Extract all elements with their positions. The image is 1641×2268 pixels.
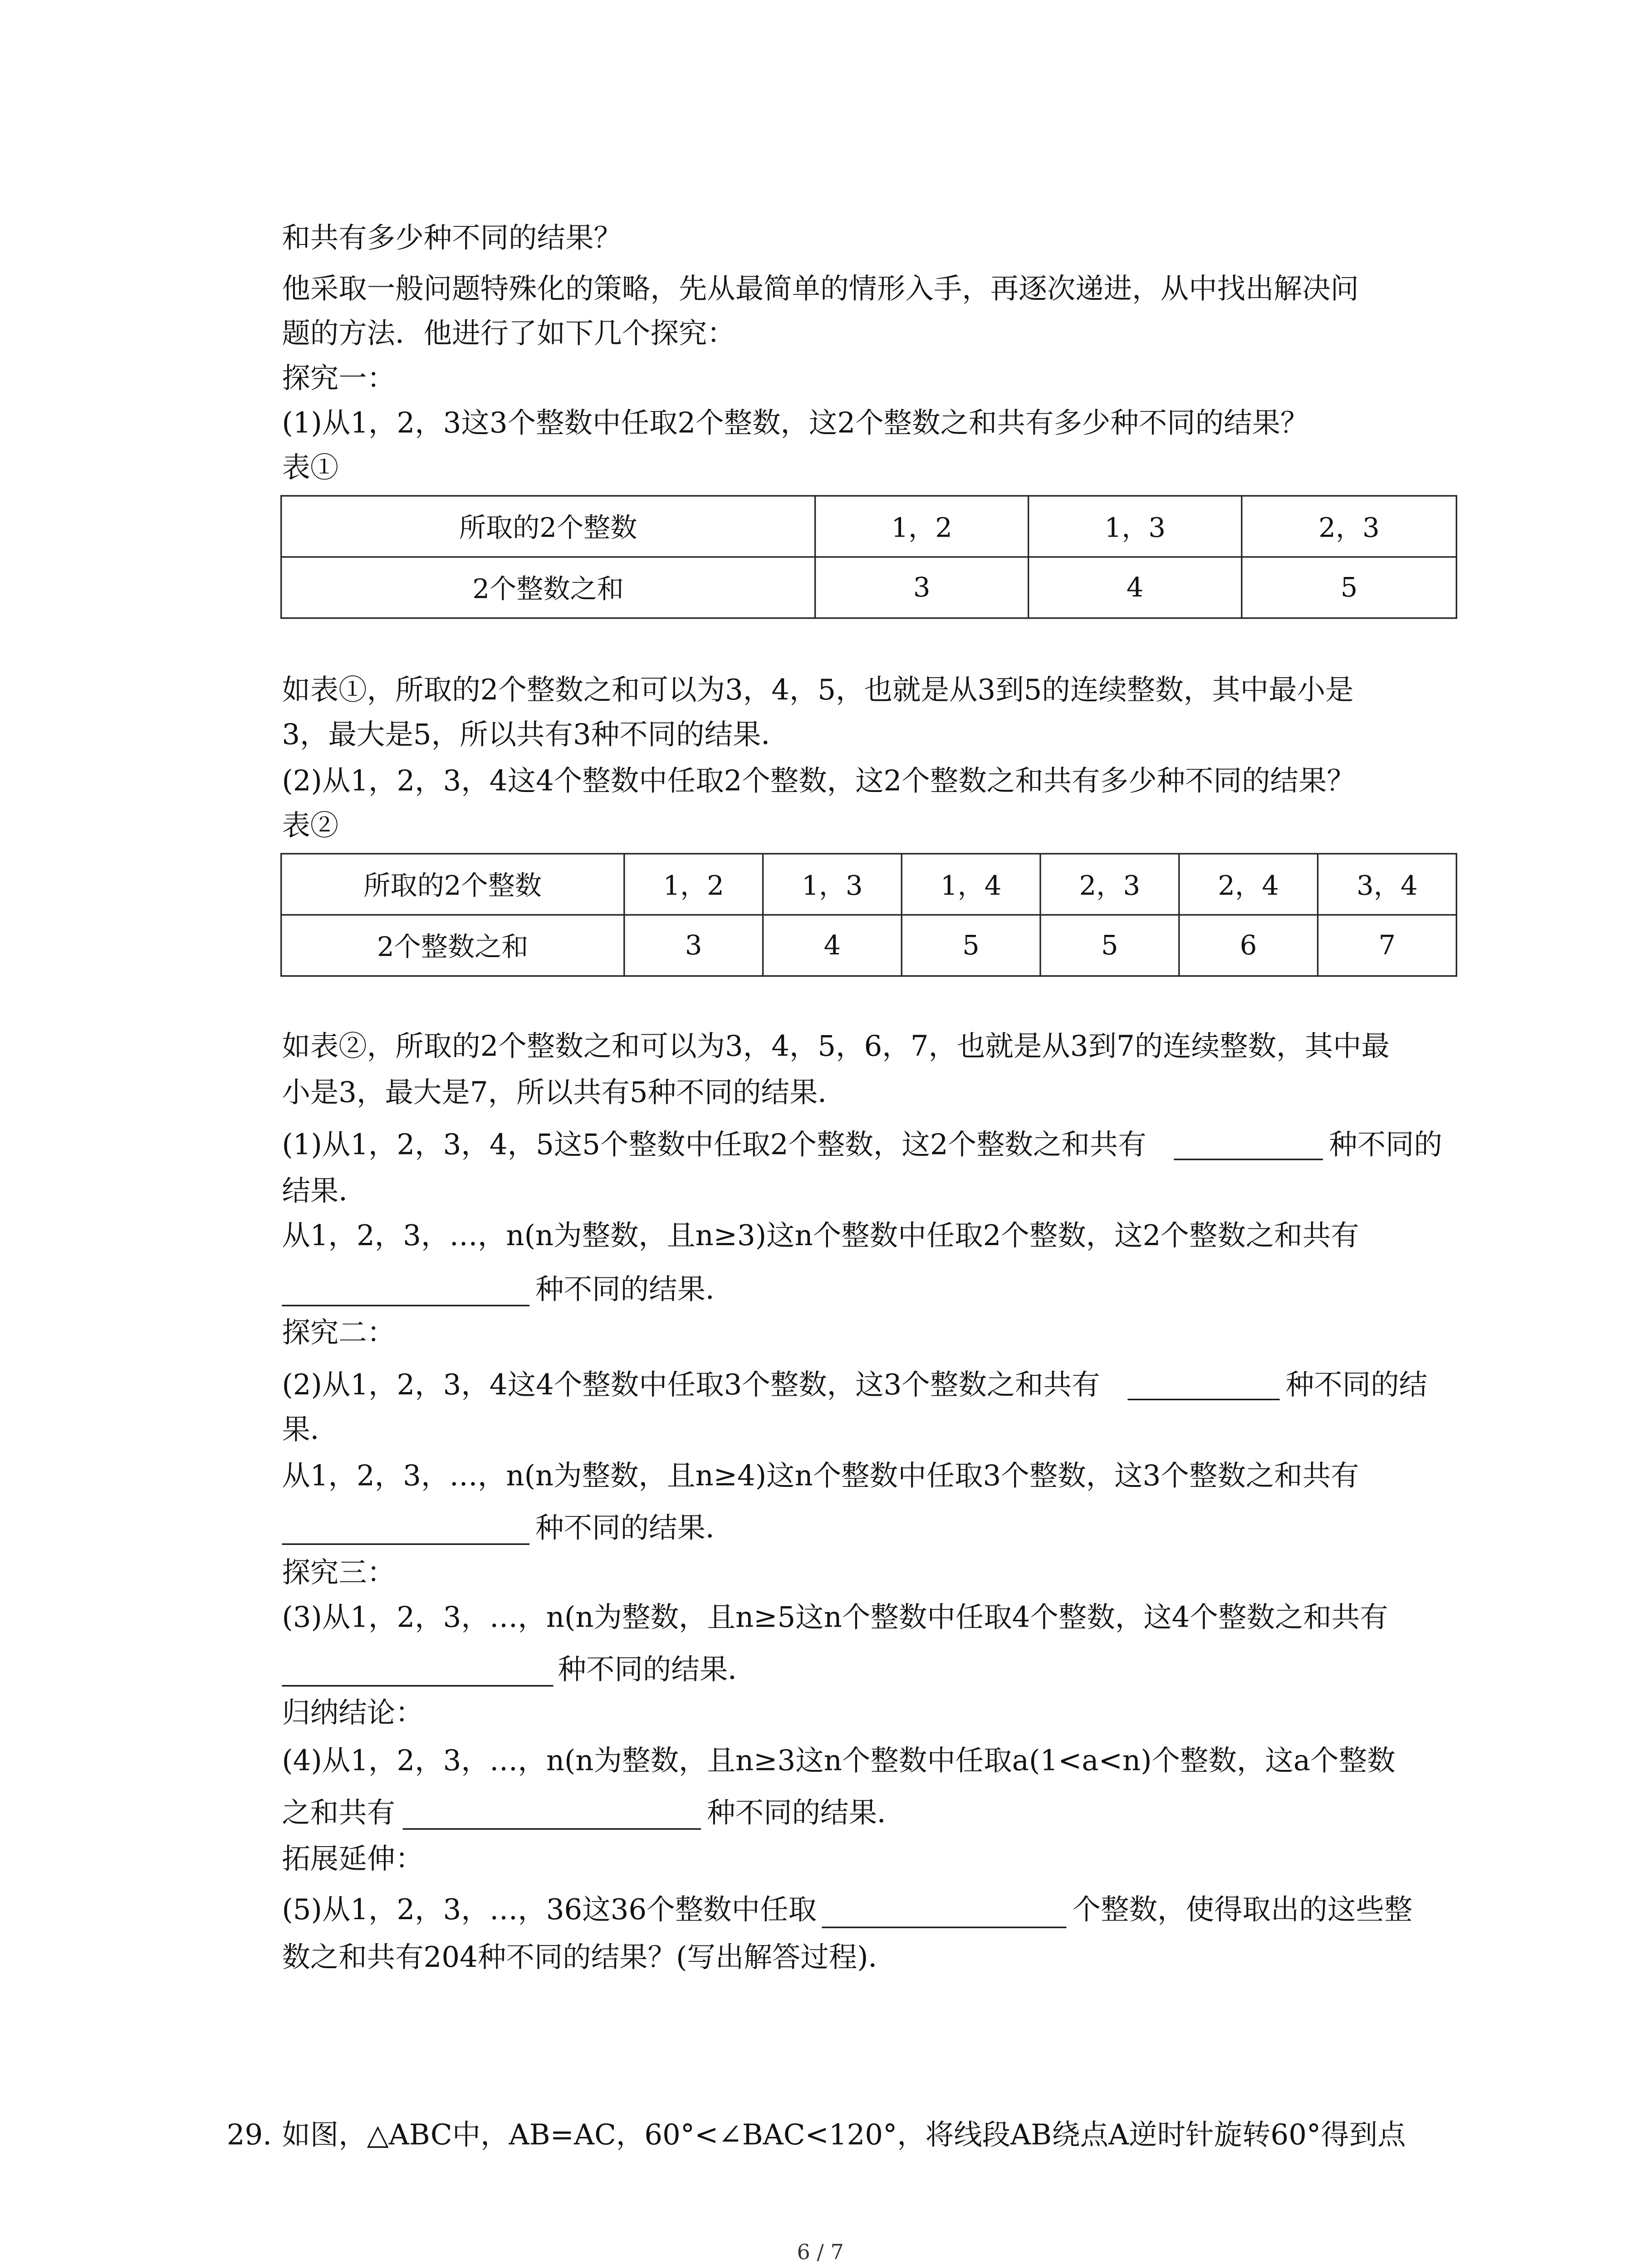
table-cell: 5 [1242,557,1456,618]
table-cell: 4 [1029,557,1242,618]
table2-label: 表② [282,810,339,843]
table2-conclusion-2: 小是3，最大是7，所以共有5种不同的结果． [282,1076,846,1110]
table-cell: 4 [763,915,902,976]
q1-line-1b: 种不同的 [1329,1129,1443,1162]
page-number: 6 / 7 [797,2241,844,2265]
table-cell: 1，2 [624,854,763,915]
table-cell: 1，4 [901,854,1040,915]
q1-line-1a: (1)从1，2，3，4，5这5个整数中任取2个整数，这2个整数之和共有 [282,1129,1146,1162]
answer-blank-1[interactable] [1174,1158,1323,1160]
table-row [281,854,1457,915]
extension-line-1b: 个整数，使得取出的这些整 [1072,1894,1413,1927]
table-cell: 6 [1179,915,1318,976]
table2-conclusion-1: 如表②，所取的2个整数之和可以为3，4，5，6，7，也就是从3到7的连续整数，其中最 [282,1030,1390,1063]
table1-conclusion-1: 如表①，所取的2个整数之和可以为3，4，5，也就是从3到5的连续整数，其中最小是 [282,674,1354,707]
explore3-line-1: (3)从1，2，3，…，n(n为整数，且n≥5这n个整数中任取4个整数，这4个整数之和共有 [282,1601,1388,1635]
q1-line-4: 种不同的结果． [535,1273,734,1306]
answer-blank-5[interactable] [282,1685,553,1686]
answer-blank-2[interactable] [282,1305,529,1306]
question-29-number: 29. [226,2119,272,2152]
extension-line-1a: (5)从1，2，3，…，36这36个整数中任取 [282,1894,817,1927]
table-header-cell: 所取的2个整数 [281,854,624,915]
table-cell: 5 [901,915,1040,976]
table-cell: 2，4 [1179,854,1318,915]
explore1b-question: (2)从1，2，3，4这4个整数中任取2个整数，这2个整数之和共有多少种不同的结果？ [282,765,1355,798]
table-cell: 3 [624,915,763,976]
conclusion-line-2a: 之和共有 [282,1797,396,1830]
table-cell: 3，4 [1318,854,1457,915]
answer-blank-3[interactable] [1127,1399,1279,1400]
explore3-heading: 探究三： [282,1557,396,1590]
explore2-line-2: 果． [282,1413,339,1447]
explore2-line-4: 种不同的结果． [535,1512,734,1545]
answer-blank-6[interactable] [403,1828,701,1829]
conclusion-line-2b: 种不同的结果． [707,1797,906,1830]
explore2-line-1b: 种不同的结 [1285,1369,1428,1402]
answer-blank-4[interactable] [282,1544,529,1545]
q1-line-3: 从1，2，3，…，n(n为整数，且n≥3)这n个整数中任取2个整数，这2个整数之和共有 [282,1220,1359,1253]
explore1-question: (1)从1，2，3这3个整数中任取2个整数，这2个整数之和共有多少种不同的结果？ [282,407,1309,440]
table-row [281,496,1457,557]
table-cell: 7 [1318,915,1457,976]
table-header-cell: 所取的2个整数 [281,496,815,557]
table-cell: 2，3 [1040,854,1179,915]
intro-line-1: 和共有多少种不同的结果？ [282,222,622,255]
table-cell: 2，3 [1242,496,1456,557]
table-cell: 1，3 [763,854,902,915]
table-2 [280,853,1457,977]
explore2-line-3: 从1，2，3，…，n(n为整数，且n≥4)这n个整数中任取3个整数，这3个整数之和共有 [282,1460,1359,1493]
extension-heading: 拓展延伸： [282,1843,424,1876]
explore2-line-1a: (2)从1，2，3，4这4个整数中任取3个整数，这3个整数之和共有 [282,1369,1100,1402]
explore2-heading: 探究二： [282,1316,396,1350]
table-row [281,557,1457,618]
conclusion-heading: 归纳结论： [282,1697,424,1730]
intro-line-3: 题的方法．他进行了如下几个探究： [282,318,735,351]
explore1-heading: 探究一： [282,362,396,396]
conclusion-line-1: (4)从1，2，3，…，n(n为整数，且n≥3这n个整数中任取a(1<a<n)个整数，这a个整数 [282,1745,1396,1778]
table1-label: 表① [282,452,339,485]
table1-conclusion-2: 3，最大是5，所以共有3种不同的结果． [282,719,790,752]
answer-blank-7[interactable] [822,1926,1066,1928]
question-29-text: 如图，△ABC中，AB=AC，60°<∠BAC<120°，将线段AB绕点A逆时针旋转60°得到点 [282,2119,1406,2152]
q1-line-2: 结果． [282,1175,367,1208]
table-row [281,915,1457,976]
table-cell: 5 [1040,915,1179,976]
intro-line-2: 他采取一般问题特殊化的策略，先从最简单的情形入手，再逐次递进，从中找出解决问 [282,273,1359,306]
table-1 [280,495,1457,619]
table-cell: 1，2 [815,496,1029,557]
explore3-line-2: 种不同的结果． [558,1653,756,1687]
table-header-cell: 2个整数之和 [281,557,815,618]
table-cell: 1，3 [1029,496,1242,557]
table-header-cell: 2个整数之和 [281,915,624,976]
table-cell: 3 [815,557,1029,618]
extension-line-2: 数之和共有204种不同的结果？(写出解答过程)． [282,1941,897,1975]
